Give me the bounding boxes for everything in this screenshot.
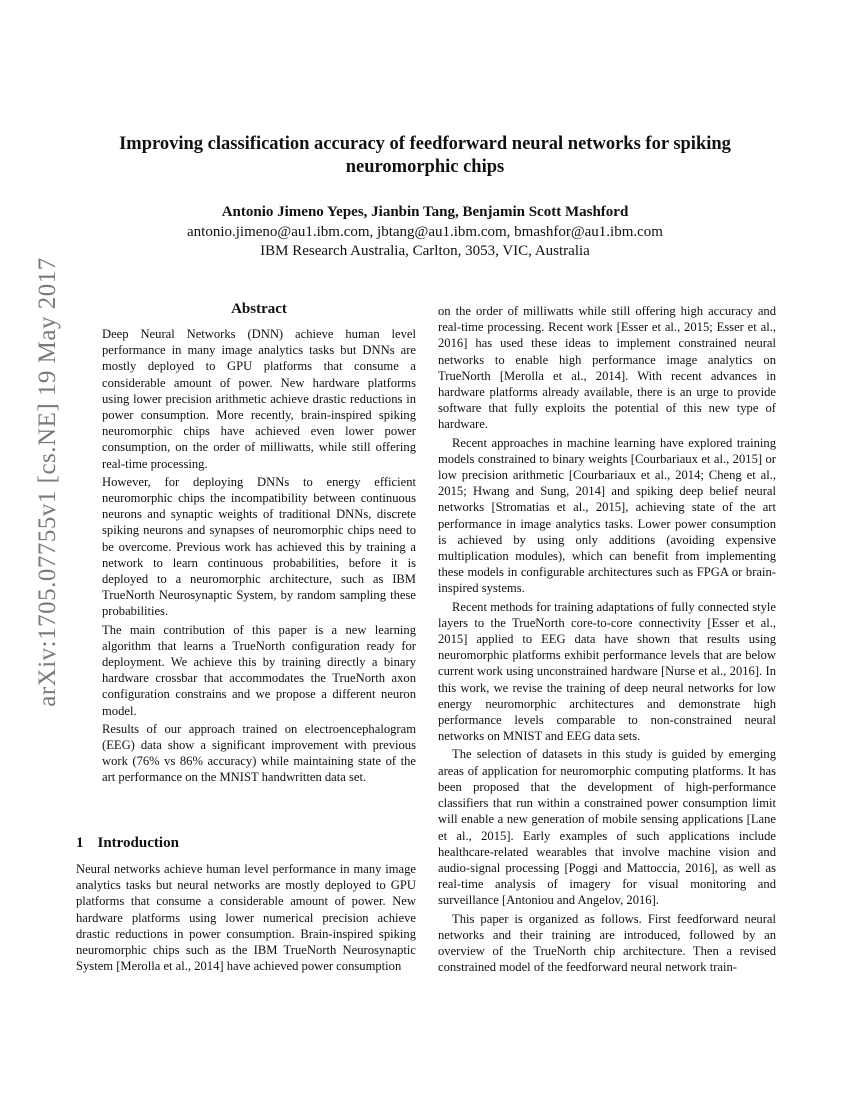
paper-title-line-1: Improving classification accuracy of feedforward neural networks for spiking xyxy=(119,134,731,154)
abstract-paragraph: The main contribution of this paper is a new learning algorithm that learns a TrueNorth configuration ready for deployment. We achieve this by training directly a binary hardware crossbar that accommodates the TrueNorth axon configuration constrains and we propose a different neuron model. xyxy=(102,622,416,718)
arxiv-identifier: arXiv:1705.07755v1 [cs.NE] 19 May 2017 xyxy=(34,257,61,707)
author-emails: antonio.jimeno@au1.ibm.com, jbtang@au1.ibm.com, bmashfor@au1.ibm.com xyxy=(187,223,663,240)
abstract-paragraph: Results of our approach trained on electroencephalogram (EEG) data show a significant improvement with previous work (76% vs 86% accuracy) while maintaining state of the art performance on the MNIST handwritten data set. xyxy=(102,721,416,785)
introduction-heading xyxy=(76,834,416,852)
body-paragraph: Recent methods for training adaptations of fully connected style layers to the TrueNorth core-to-core connectivity [Esser et al., 2015] applied to EEG data have shown that results using neuromorphic platforms exhibit performance levels that are below current work using unconstrained hardware [Nurse et al., 2016]. In this work, we revise the training of deep neural networks for low energy neuromorphic architectures and demonstrate high performance levels comparable to non-constrained neural networks on MNIST and EEG data sets. xyxy=(438,599,776,744)
section-number: 1 xyxy=(76,835,84,851)
abstract-heading: Abstract xyxy=(231,301,287,317)
section-title: Introduction xyxy=(97,835,179,851)
right-column xyxy=(438,303,776,977)
paper-title-line-2: neuromorphic chips xyxy=(345,157,505,177)
author-block xyxy=(60,203,790,262)
author-affiliation: IBM Research Australia, Carlton, 3053, VIC, Australia xyxy=(260,243,590,259)
author-names: Antonio Jimeno Yepes, Jianbin Tang, Benjamin Scott Mashford xyxy=(221,204,629,220)
introduction-paragraph: Neural networks achieve human level performance in many image analytics tasks but neural networks are mostly deployed to GPU platforms that consume a considerable amount of power. New hardware platforms using lower numerical precision achieve drastic reductions in power consumption. Brain-inspired spiking neuromorphic chips such as the IBM TrueNorth Neurosynaptic System [Merolla et al., 2014] have achieved power consumption xyxy=(76,862,416,974)
abstract-section xyxy=(102,300,416,788)
body-paragraph: The selection of datasets in this study is guided by emerging areas of application for neuromorphic computing platforms. It has been proposed that the development of high-performance classifiers that run within a constrained power consumption limit will enable a new generation of mobile sensing applications [Lane et al., 2015]. Early examples of such applications include healthcare-related wearables that involve machine vision and audio-signal processing [Poggi and Mattoccia, 2016], as well as real-time analysis of imagery for visual monitoring and surveillance [Antoniou and Angelov, 2016]. xyxy=(438,747,776,908)
body-paragraph: Recent approaches in machine learning have explored training models constrained to binary weights [Courbariaux et al., 2015] or low precision arithmetic [Courbariaux et al., 2014; Cheng et al., 2015; Hwang and Sung, 2014] and spiking deep belief neural networks [Stromatias et al., 2015], achieving state of the art performance in image analytics tasks. Lower power consumption is achieved by using only additions (avoiding expensive multiplication modules), which can benefit from implementing these models in configurable architectures such as FPGA or brain-inspired systems. xyxy=(438,435,776,596)
body-paragraph: This paper is organized as follows. First feedforward neural networks and their training are introduced, followed by an overview of the TrueNorth chip architecture. Then a revised constrained model of the feedforward neural network train- xyxy=(438,911,776,975)
paper-title xyxy=(60,133,790,179)
abstract-paragraph: However, for deploying DNNs to energy efficient neuromorphic chips the incompatibility between continuous neurons and synaptic weights of traditional DNNs, discrete spiking neurons and synapses of neuromorphic chips need to be overcome. Previous work has achieved this by training a network to learn continuous probabilities, before it is deployed to a neuromorphic architecture, such as IBM TrueNorth Neurosynaptic System, by random sampling these probabilities. xyxy=(102,474,416,619)
introduction-section xyxy=(76,834,416,976)
abstract-paragraph: Deep Neural Networks (DNN) achieve human level performance in many image analytics tasks but DNNs are mostly deployed to GPU platforms that consume a considerable amount of power. New hardware platforms using lower precision arithmetic achieve drastic reductions in power consumption. More recently, brain-inspired spiking neuromorphic chips have achieved even lower power consumption, on the order of milliwatts, while still offering real-time processing. xyxy=(102,327,416,471)
body-paragraph: on the order of milliwatts while still offering high accuracy and real-time processing. Recent work [Esser et al., 2015; Esser et al., 2016] has used these ideas to implement constrained neural networks to enable high performance image analytics on TrueNorth [Merolla et al., 2014]. With recent advances in hardware platforms already available, there is an urge to provide software that fully exploits the potential of this new type of hardware. xyxy=(438,304,776,432)
